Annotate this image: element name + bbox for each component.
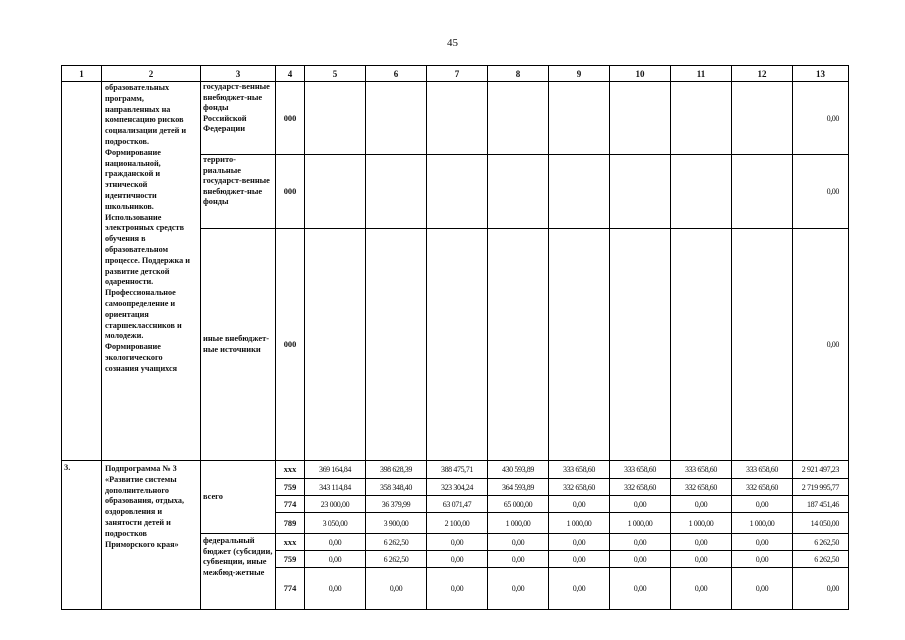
value-cell: 0,00 xyxy=(427,568,488,610)
value-cell xyxy=(427,229,488,461)
measure-description: образовательных программ, направленных на компенсацию рисков социализации детей и подростков. Формирование национальной, гражданской и этнической идентичности школьников. Использование электронных средств обучения в образовательном процессе. Поддержка и развитие детской одаренности. Профессиональное самоопределение и ориентация старшеклассников и молодежи. Формирование экологического сознания учащихся xyxy=(102,82,201,461)
value-cell xyxy=(610,229,671,461)
value-cell: 0,00 xyxy=(305,568,366,610)
value-cell xyxy=(549,82,610,155)
value-cell xyxy=(549,155,610,229)
value-cell xyxy=(427,155,488,229)
value-cell xyxy=(732,155,793,229)
value-cell: 0,00 xyxy=(488,568,549,610)
funding-source: государст-венные внебюджет-ные фонды Российской Федерации xyxy=(201,82,276,155)
value-cell: 333 658,60 xyxy=(671,461,732,479)
code-cell: 774 xyxy=(276,568,305,610)
value-cell: 323 304,24 xyxy=(427,479,488,496)
total-cell: 0,00 xyxy=(793,229,849,461)
value-cell: 430 593,89 xyxy=(488,461,549,479)
value-cell xyxy=(305,82,366,155)
funding-source: иные внебюджет-ные источники xyxy=(201,229,276,461)
value-cell: 332 658,60 xyxy=(671,479,732,496)
column-number: 11 xyxy=(671,66,732,82)
code-cell: xxx xyxy=(276,534,305,551)
value-cell xyxy=(488,155,549,229)
value-cell: 369 164,84 xyxy=(305,461,366,479)
value-cell: 0,00 xyxy=(732,496,793,513)
code-cell: 000 xyxy=(276,229,305,461)
column-number: 2 xyxy=(102,66,201,82)
value-cell xyxy=(427,82,488,155)
value-cell xyxy=(305,155,366,229)
value-cell: 0,00 xyxy=(549,534,610,551)
value-cell xyxy=(488,82,549,155)
table-row xyxy=(62,82,849,155)
column-number: 12 xyxy=(732,66,793,82)
total-cell: 0,00 xyxy=(793,568,849,610)
value-cell: 0,00 xyxy=(549,551,610,568)
value-cell: 1 000,00 xyxy=(488,513,549,534)
value-cell: 1 000,00 xyxy=(732,513,793,534)
value-cell: 0,00 xyxy=(305,551,366,568)
value-cell: 63 071,47 xyxy=(427,496,488,513)
value-cell: 0,00 xyxy=(671,568,732,610)
value-cell: 0,00 xyxy=(366,568,427,610)
value-cell: 1 000,00 xyxy=(549,513,610,534)
column-number: 4 xyxy=(276,66,305,82)
total-cell: 0,00 xyxy=(793,82,849,155)
column-number: 7 xyxy=(427,66,488,82)
value-cell: 0,00 xyxy=(427,551,488,568)
code-cell: 759 xyxy=(276,479,305,496)
value-cell: 1 000,00 xyxy=(671,513,732,534)
code-cell: 759 xyxy=(276,551,305,568)
value-cell: 6 262,50 xyxy=(366,534,427,551)
value-cell: 333 658,60 xyxy=(610,461,671,479)
column-number: 8 xyxy=(488,66,549,82)
column-number: 5 xyxy=(305,66,366,82)
value-cell: 0,00 xyxy=(732,551,793,568)
column-number: 10 xyxy=(610,66,671,82)
value-cell: 343 114,84 xyxy=(305,479,366,496)
value-cell: 398 628,39 xyxy=(366,461,427,479)
value-cell xyxy=(671,82,732,155)
value-cell: 36 379,99 xyxy=(366,496,427,513)
row-number-cell xyxy=(62,82,102,461)
value-cell xyxy=(610,155,671,229)
total-cell: 0,00 xyxy=(793,155,849,229)
value-cell xyxy=(366,229,427,461)
value-cell: 332 658,60 xyxy=(549,479,610,496)
total-cell: 6 262,50 xyxy=(793,551,849,568)
value-cell: 332 658,60 xyxy=(732,479,793,496)
subprogram-title: Подпрограмма № 3 «Развитие системы дополнительного образования, отдыха, оздоровления и занятости детей и подростков Приморского края» xyxy=(102,461,201,610)
value-cell: 2 100,00 xyxy=(427,513,488,534)
total-cell: 2 921 497,23 xyxy=(793,461,849,479)
funding-source: всего xyxy=(201,461,276,534)
value-cell: 0,00 xyxy=(427,534,488,551)
row-number-cell: 3. xyxy=(62,461,102,610)
value-cell xyxy=(610,82,671,155)
total-cell: 14 050,00 xyxy=(793,513,849,534)
value-cell: 3 900,00 xyxy=(366,513,427,534)
column-number-row xyxy=(62,66,849,82)
table-row xyxy=(62,461,849,479)
value-cell xyxy=(488,229,549,461)
value-cell: 0,00 xyxy=(610,496,671,513)
value-cell xyxy=(549,229,610,461)
value-cell: 0,00 xyxy=(549,568,610,610)
value-cell: 0,00 xyxy=(671,534,732,551)
code-cell: 000 xyxy=(276,82,305,155)
value-cell xyxy=(671,155,732,229)
value-cell: 0,00 xyxy=(671,496,732,513)
budget-table xyxy=(61,65,849,610)
value-cell: 1 000,00 xyxy=(610,513,671,534)
code-cell: xxx xyxy=(276,461,305,479)
value-cell: 358 348,40 xyxy=(366,479,427,496)
column-number: 13 xyxy=(793,66,849,82)
total-cell: 2 719 995,77 xyxy=(793,479,849,496)
value-cell: 0,00 xyxy=(610,568,671,610)
value-cell: 0,00 xyxy=(488,551,549,568)
value-cell xyxy=(732,229,793,461)
value-cell: 0,00 xyxy=(732,568,793,610)
code-cell: 774 xyxy=(276,496,305,513)
value-cell: 6 262,50 xyxy=(366,551,427,568)
funding-source: федеральный бюджет (субсидии, субвенции, иные межбюд-жетные xyxy=(201,534,276,610)
value-cell: 0,00 xyxy=(610,534,671,551)
value-cell: 0,00 xyxy=(610,551,671,568)
value-cell: 0,00 xyxy=(549,496,610,513)
value-cell: 23 000,00 xyxy=(305,496,366,513)
value-cell: 65 000,00 xyxy=(488,496,549,513)
column-number: 1 xyxy=(62,66,102,82)
value-cell: 333 658,60 xyxy=(732,461,793,479)
code-cell: 000 xyxy=(276,155,305,229)
value-cell xyxy=(366,155,427,229)
value-cell xyxy=(305,229,366,461)
code-cell: 789 xyxy=(276,513,305,534)
value-cell: 0,00 xyxy=(305,534,366,551)
column-number: 6 xyxy=(366,66,427,82)
value-cell: 0,00 xyxy=(488,534,549,551)
value-cell: 3 050,00 xyxy=(305,513,366,534)
funding-source: террито-риальные государст-венные внебюджет-ные фонды xyxy=(201,155,276,229)
value-cell: 0,00 xyxy=(671,551,732,568)
value-cell xyxy=(732,82,793,155)
column-number: 3 xyxy=(201,66,276,82)
value-cell xyxy=(671,229,732,461)
page-number: 45 xyxy=(447,37,458,49)
value-cell: 332 658,60 xyxy=(610,479,671,496)
value-cell: 388 475,71 xyxy=(427,461,488,479)
value-cell xyxy=(366,82,427,155)
total-cell: 187 451,46 xyxy=(793,496,849,513)
total-cell: 6 262,50 xyxy=(793,534,849,551)
value-cell: 0,00 xyxy=(732,534,793,551)
value-cell: 333 658,60 xyxy=(549,461,610,479)
column-number: 9 xyxy=(549,66,610,82)
value-cell: 364 593,89 xyxy=(488,479,549,496)
